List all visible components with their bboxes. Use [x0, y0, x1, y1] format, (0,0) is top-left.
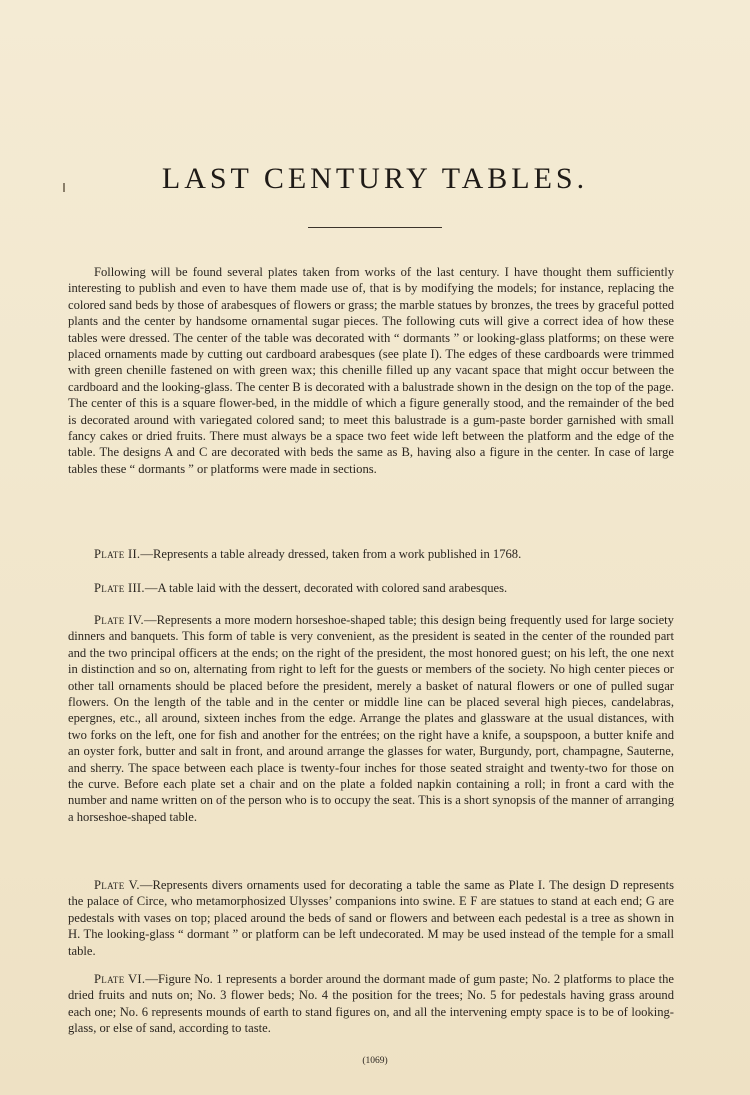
plate-4-label: Plate IV.: [94, 613, 145, 627]
plate-4-paragraph: [68, 612, 674, 825]
plate-6-label: Plate VI.: [94, 972, 146, 986]
plate-2-label: Plate II.: [94, 547, 141, 561]
plate-3-block: [68, 580, 674, 596]
plate-4-block: [68, 612, 674, 825]
plate-2-block: [68, 546, 674, 562]
plate-5-text: —Represents divers ornaments used for decorating a table the same as Plate I. The design D represents the palace of Circe, who metamorphosized Ulysses’ companions into swine. E F are statues to stand at each end; G are pedestals with vases on top; placed around the beds of sand or flowers and between each pedestal is a tree as shown in H. The looking-glass “ dormant ” or platform can be left undecorated. M may be used instead of the temple for a small table.: [68, 878, 674, 958]
intro-block: [68, 264, 674, 477]
page-number: (1069): [362, 1056, 388, 1066]
plate-3-paragraph: [68, 580, 674, 596]
plate-6-text: —Figure No. 1 represents a border around the dormant made of gum paste; No. 2 platforms to place the dried fruits and nuts on; No. 3 flower beds; No. 4 the position for the trees; No. 5 for pedestals having grass around each one; No. 6 represents mounds of earth to stand figures on, and all the intervening empty space is to be of looking-glass, or else of sand, according to taste.: [68, 972, 674, 1036]
title-rule: [308, 227, 442, 228]
plate-3-text: —A table laid with the dessert, decorated with colored sand arabesques.: [144, 581, 508, 595]
plate-5-label: Plate V.: [94, 878, 140, 892]
page-title: LAST CENTURY TABLES.: [161, 162, 589, 195]
plate-3-label: Plate III.: [94, 581, 145, 595]
intro-paragraph: Following will be found several plates taken from works of the last century. I have thought them sufficiently interesting to publish and even to have them made use of, that is by modifying the models; for instance, replacing the colored sand beds by those of arabesques of flowers or grass; the marble statues by bronzes, the trees by graceful potted plants and the center by handsome ornamental sugar pieces. The following cuts will give a correct idea of how these tables were dressed. The center of the table was decorated with “ dormants ” or looking-glass platforms; on these were placed ornaments made by cutting out cardboard arabesques (see plate I). The edges of these cardboards were trimmed with green chenille fastened on with green wax; this chenille filled up any vacant space that might occur between the cardboard and the looking-glass. The center B is decorated with a balustrade shown in the design on the top of the page. The center of this is a square flower-bed, in the middle of which a figure generally stood, and the remainder of the bed is decorated around with variegated colored sand; to meet this balustrade is a gum-paste border garnished with small fancy cakes or dried fruits. There must always be a space two feet wide left between the platform and the edge of the table. The designs A and C are decorated with beds the same as B, having also a figure in the center. In case of large tables these “ dormants ” or platforms were made in sections.: [68, 265, 674, 476]
plate-5-paragraph: [68, 877, 674, 959]
plate-2-text: —Represents a table already dressed, taken from a work published in 1768.: [140, 547, 522, 561]
plate-2-paragraph: [68, 546, 674, 562]
plate-5-block: [68, 877, 674, 959]
plate-6-paragraph: [68, 971, 674, 1037]
plate-6-block: [68, 971, 674, 1037]
plate-4-text: —Represents a more modern horseshoe-shaped table; this design being frequently used for large society dinners and banquets. This form of table is very convenient, as the president is seated in the center of the rounded part and the two principal officers at the ends; on the right of the president, the most honored guest; on his left, the one next in distinction and so on, alternating from right to left for the guests or members of the society. No high center pieces or other tall ornaments should be placed before the president, merely a basket of natural flowers or one of pulled sugar flowers. On the length of the table and in the center or middle line can be placed several high pieces, candelabras, epergnes, etc., all around, sixteen inches from the edge. Arrange the plates and glassware at the usual distances, with two forks on the left, one for fish and another for the entrées; on the right have a knife, a soupspoon, a butter knife and an oyster fork, butter and salt in front, and around arrange the glasses for water, Burgundy, port, champagne, Sauterne, and sherry. The space between each place is twenty-four inches for those seated straight and twenty-two for those on the curve. Before each plate set a chair and on the plate a folded napkin containing a roll; in front a card with the number and name written on of the person who is to occupy the seat. This is a short synopsis of the manner of arranging a horseshoe-shaped table.: [68, 613, 674, 824]
